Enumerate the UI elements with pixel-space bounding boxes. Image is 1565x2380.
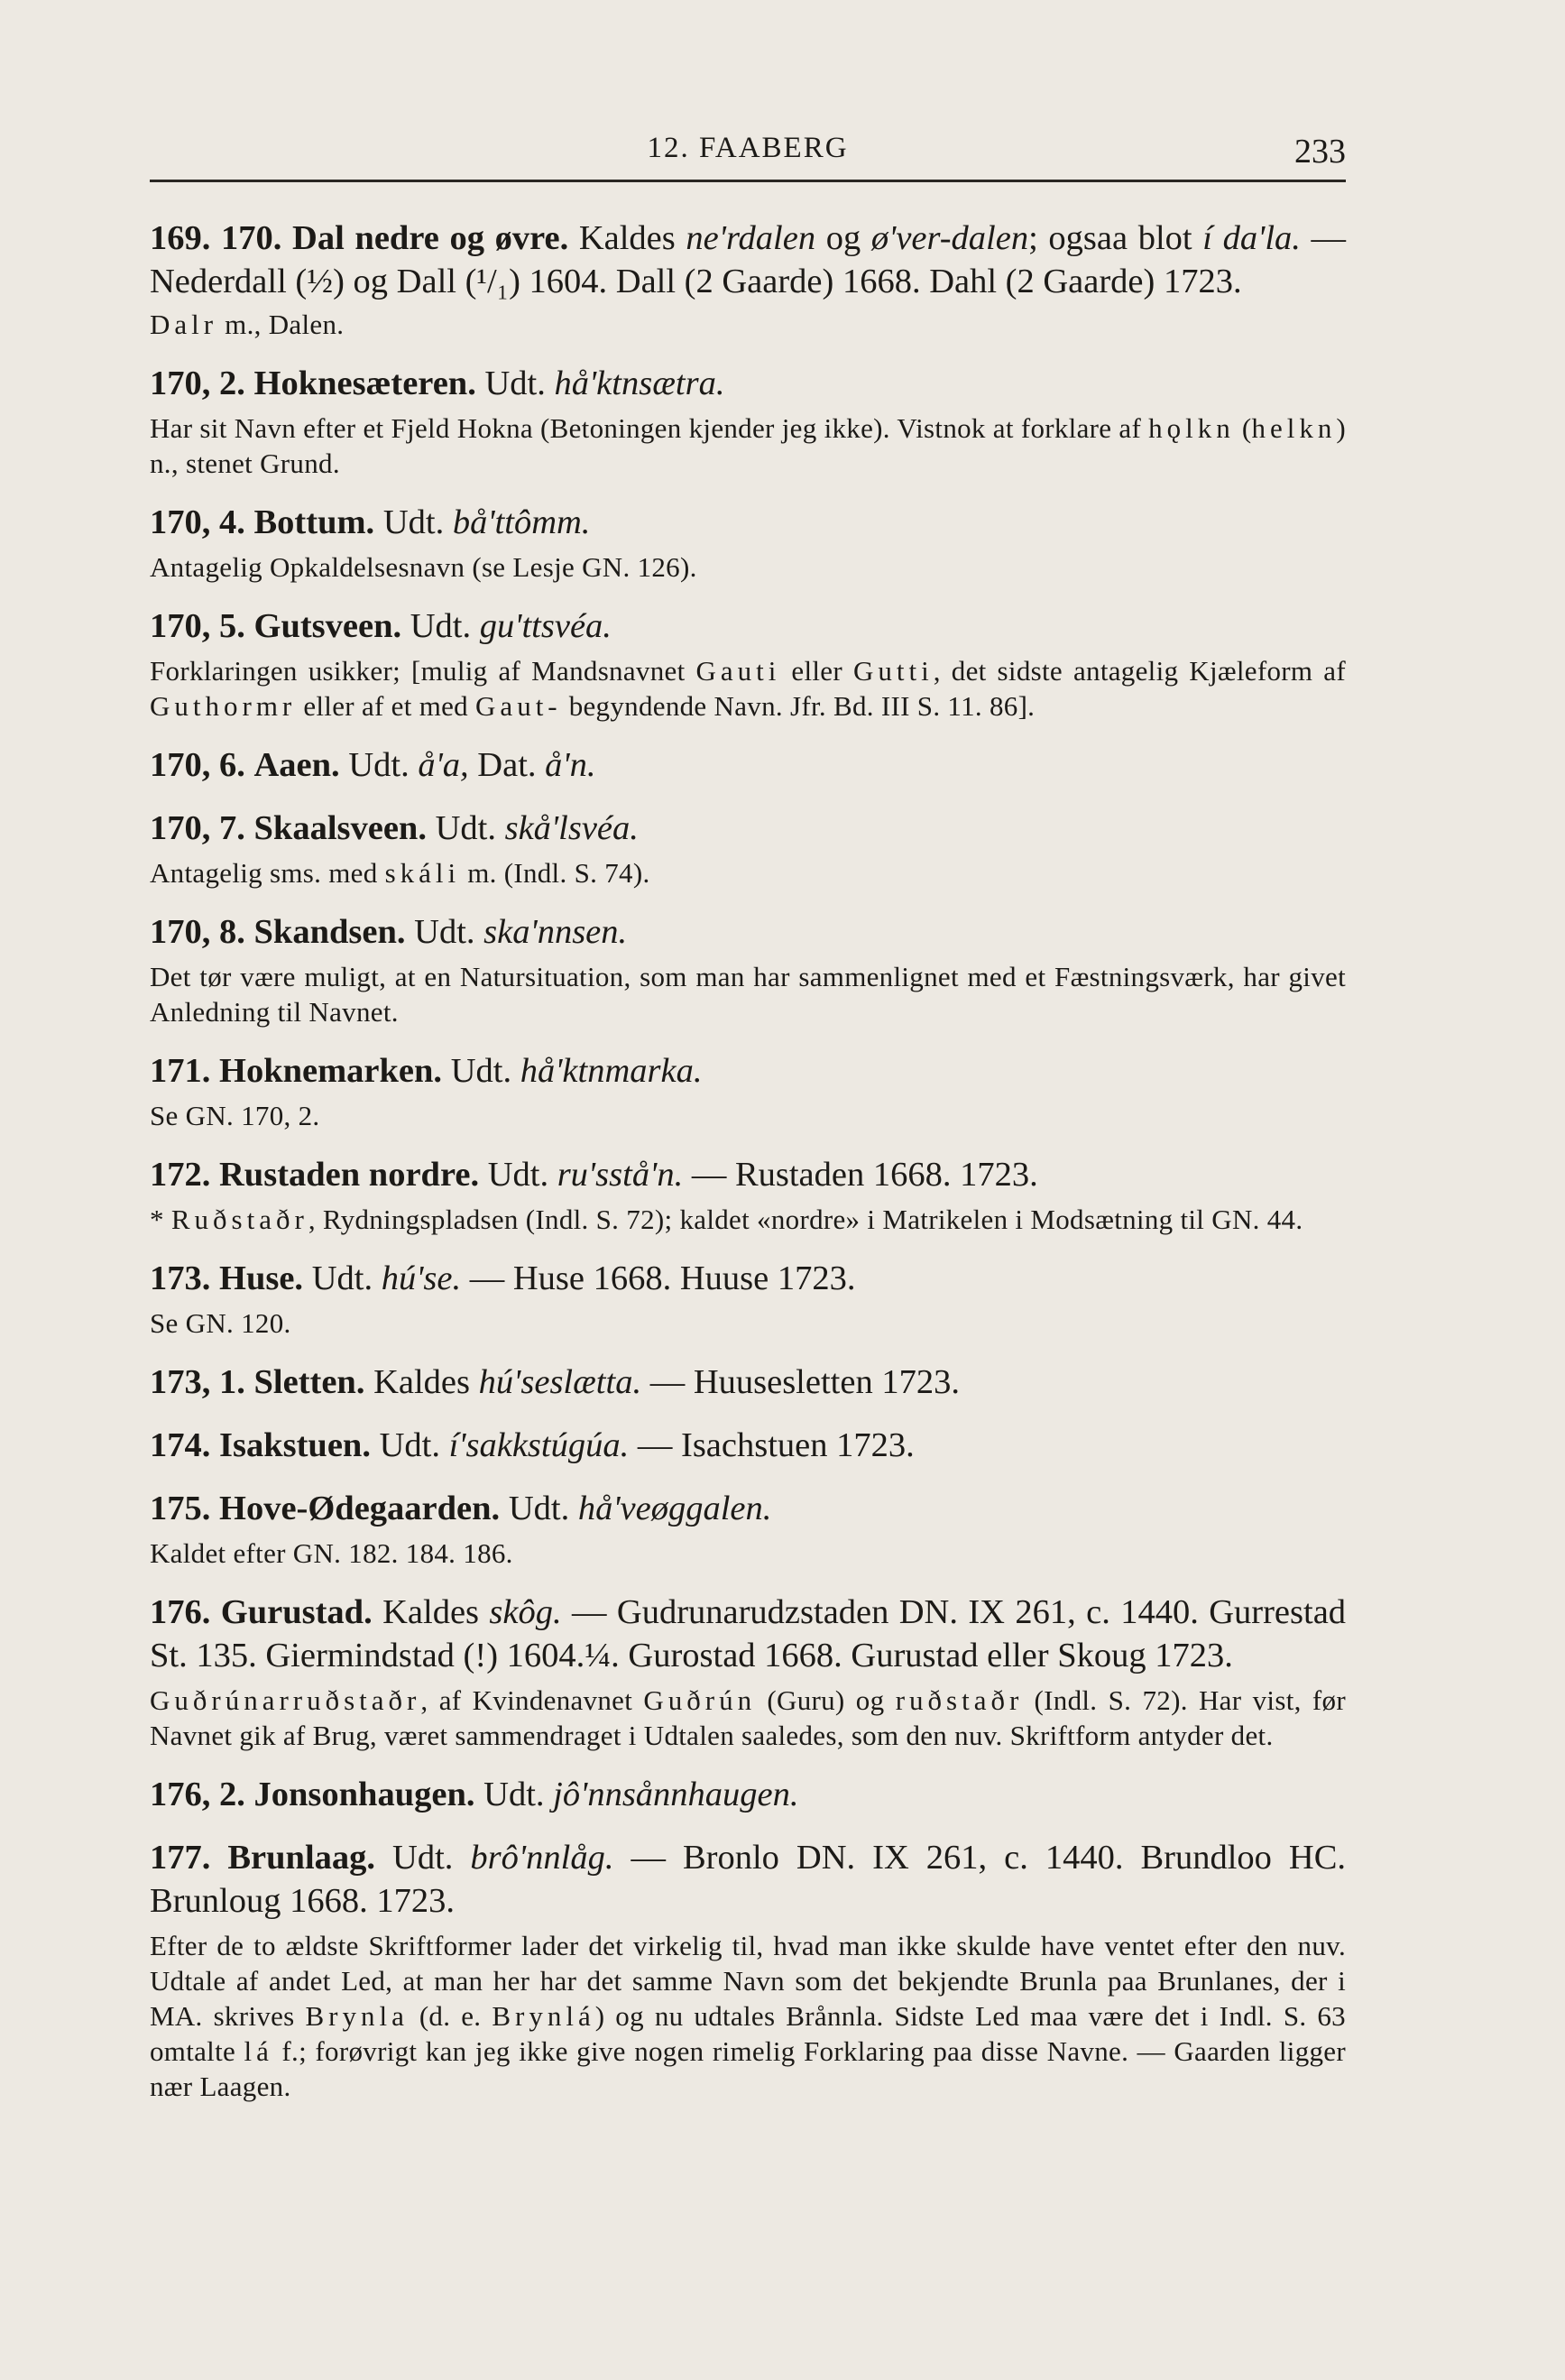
entry-heading (150, 501, 1346, 544)
entry-text: Udt. (435, 809, 496, 847)
pronunciation: å'n. (545, 746, 596, 784)
entry-text: Dat. (477, 746, 537, 784)
note-text: eller (791, 655, 842, 687)
entry-170-7 (150, 807, 1346, 890)
entry-heading (150, 1591, 1346, 1677)
pronunciation: hú'se. (381, 1259, 462, 1297)
entry-note (150, 549, 1346, 585)
entry-text: Udt. (410, 607, 472, 645)
entry-name: Huse. (219, 1259, 304, 1297)
note-text: Antagelig Opkaldelsesnavn (se Lesje GN. 126). (150, 551, 697, 583)
entry-heading (150, 604, 1346, 648)
pronunciation: ru'sstå'n. (557, 1156, 684, 1194)
entry-text: Kaldes (578, 219, 676, 257)
note-text: Det tør være muligt, at en Natursituation, som man har sammenlignet med et Fæstningsværk, har givet Anledning til Navnet. (150, 961, 1346, 1028)
entry-text: Udt. (414, 913, 475, 951)
note-text: Har sit Navn efter et Fjeld Hokna (Betoningen kjender jeg ikke). Vistnok at forklare af (150, 412, 1142, 444)
note-text: , af Kvindenavnet (420, 1684, 633, 1716)
entry-heading (150, 1049, 1346, 1093)
entry-number: 177. (150, 1839, 211, 1877)
note-text: (Guru) og (767, 1684, 885, 1716)
entry-text: — Gudrunarudzstaden DN. IX 261, c. 1440. Gurrestad St. 135. Giermindstad (!) 1604.¼. Gurostad 1668. Gurustad eller Skoug 1723. (150, 1593, 1347, 1674)
entry-note (150, 1098, 1346, 1133)
entry-number: 173. (150, 1259, 211, 1297)
entry-173-1 (150, 1361, 1346, 1404)
entry-text: Udt. (311, 1259, 373, 1297)
pronunciation: skôg. (489, 1593, 562, 1631)
entry-name: Gurustad. (220, 1593, 373, 1631)
note-text: , Rydningspladsen (Indl. S. 72); kaldet «nordre» i Matrikelen i Modsætning til GN. 44. (308, 1204, 1303, 1235)
spaced-term: ruðstaðr (895, 1684, 1024, 1716)
entry-175 (150, 1487, 1346, 1571)
entry-text: Udt. (487, 1156, 549, 1194)
entry-name: Brunlaag. (227, 1839, 376, 1877)
entry-text: og (825, 219, 861, 257)
entry-name: Hoknemarken. (219, 1052, 443, 1090)
entry-172 (150, 1153, 1346, 1237)
page-body (150, 217, 1346, 2104)
entry-heading (150, 1487, 1346, 1530)
note-text: Kaldet efter GN. 182. 184. 186. (150, 1537, 513, 1569)
spaced-term: Gaut- (475, 690, 562, 722)
entry-number: 170, 4. (150, 503, 245, 541)
entry-name: Rustaden nordre. (219, 1156, 480, 1194)
spaced-term: Guthormr (150, 690, 297, 722)
note-text: Efter de to ældste Skriftformer lader det virkelig til, hvad man ikke skulde have ventet efter den nuv. Udtale af andet Led, at man her har det samme Navn som det bekjendte Brunla paa Brunlanes, der i MA. skrives (150, 1930, 1346, 2032)
entry-note (150, 1928, 1346, 2104)
entry-note (150, 411, 1346, 481)
entry-text: Udt. (450, 1052, 512, 1090)
entry-name: Skaalsveen. (253, 809, 427, 847)
entry-heading (150, 1153, 1346, 1196)
entry-name: Gutsveen. (253, 607, 402, 645)
pronunciation: í da'la. (1202, 219, 1301, 257)
note-text: (d. e. (419, 2000, 482, 2032)
pronunciation: ne'rdalen (686, 219, 816, 257)
spaced-term: Gutti (852, 655, 934, 687)
entry-text: Udt. (382, 503, 445, 541)
pronunciation: jô'nnsånnhaugen. (553, 1776, 799, 1813)
pronunciation: å'a, (418, 746, 469, 784)
entry-heading (150, 1361, 1346, 1404)
spaced-term: Dalr (150, 309, 218, 340)
spaced-term: Guðrúnarruðstaðr (150, 1684, 421, 1716)
entry-number: 171. (150, 1052, 211, 1090)
entry-number: 170, 2. (150, 364, 245, 402)
entry-170-6 (150, 743, 1346, 787)
pronunciation: hå'ktnsætra. (554, 364, 725, 402)
entry-176 (150, 1591, 1346, 1753)
note-text: Se GN. 170, 2. (150, 1100, 320, 1131)
note-text: Se GN. 120. (150, 1307, 291, 1339)
entry-name: Dal nedre og øvre. (292, 219, 569, 257)
note-text: (Indl. S. 72). Har vist, før Navnet gik af Brug, været sammendraget i Udtalen saaledes, som den nuv. Skriftform antyder det. (150, 1684, 1346, 1751)
entry-heading (150, 743, 1346, 787)
entry-number: 173, 1. (150, 1363, 245, 1401)
entry-text: — Huse 1668. Huuse 1723. (469, 1259, 856, 1297)
spaced-term: Guðrún (643, 1684, 757, 1716)
entry-174 (150, 1424, 1346, 1467)
entry-number: 169. 170. (150, 219, 282, 257)
entry-name: Sletten. (253, 1363, 365, 1401)
entry-number: 170, 8. (150, 913, 245, 951)
entry-heading (150, 217, 1346, 303)
pronunciation: gu'ttsvéa. (479, 607, 612, 645)
entry-name: Hove-Ødegaarden. (219, 1490, 501, 1527)
entry-note (150, 1683, 1346, 1753)
entry-name: Skandsen. (253, 913, 406, 951)
entry-text: — Nederdall (½) og Dall (¹/₁) 1604. Dall (2 Gaarde) 1668. Dahl (2 Gaarde) 1723. (150, 219, 1347, 300)
note-text: ) n., stenet Grund. (150, 412, 1346, 479)
entry-note (150, 959, 1346, 1029)
entry-number: 170, 7. (150, 809, 245, 847)
entry-note (150, 1536, 1346, 1571)
entry-170-4 (150, 501, 1346, 585)
pronunciation: hå'ktnmarka. (520, 1052, 703, 1090)
entry-heading (150, 1257, 1346, 1300)
note-text: m. (Indl. S. 74). (467, 857, 650, 889)
entry-171 (150, 1049, 1346, 1133)
entry-173 (150, 1257, 1346, 1341)
pronunciation: brô'nnlåg. (470, 1839, 614, 1877)
entry-name: Bottum. (253, 503, 375, 541)
note-text: , det sidste antagelig Kjæleform af (933, 655, 1346, 687)
entry-text: Udt. (348, 746, 410, 784)
entry-heading (150, 1773, 1346, 1816)
entry-heading (150, 807, 1346, 850)
entry-text: Udt. (392, 1839, 454, 1877)
entry-number: 176, 2. (150, 1776, 245, 1813)
entry-note (150, 307, 1346, 342)
entry-176-2 (150, 1773, 1346, 1816)
pronunciation: ska'nnsen. (483, 913, 628, 951)
entry-number: 174. (150, 1426, 211, 1464)
entry-note (150, 1305, 1346, 1341)
spaced-term: Brynla (305, 2000, 409, 2032)
note-text: m., Dalen. (225, 309, 345, 340)
running-title: 12. FAABERG (647, 132, 849, 164)
entry-text: Udt. (508, 1490, 570, 1527)
spaced-term: helkn (1251, 412, 1337, 444)
entry-text: Kaldes (373, 1363, 471, 1401)
pronunciation: hú'seslætta. (478, 1363, 642, 1401)
entry-note (150, 1202, 1346, 1237)
entry-note (150, 855, 1346, 890)
note-text: begyndende Navn. Jfr. Bd. III S. 11. 86]. (568, 690, 1036, 722)
page-number: 233 (1294, 133, 1346, 171)
entry-text: ; ogsaa blot (1028, 219, 1192, 257)
spaced-term: Brynlá (492, 2000, 595, 2032)
entry-number: 170, 6. (150, 746, 245, 784)
entry-name: Isakstuen. (219, 1426, 371, 1464)
spaced-term: Ruðstaðr (170, 1204, 308, 1235)
spaced-term: Gauti (695, 655, 781, 687)
pronunciation: í'sakkstúgúa. (448, 1426, 630, 1464)
running-header (150, 125, 1346, 179)
entry-name: Hoknesæteren. (253, 364, 476, 402)
header-rule (150, 180, 1346, 182)
entry-name: Aaen. (253, 746, 340, 784)
note-text: ) og nu udtales Brånnla. Sidste Led maa være det i Indl. S. 63 omtalte (150, 2000, 1346, 2067)
entry-number: 172. (150, 1156, 211, 1194)
entry-number: 176. (150, 1593, 211, 1631)
entry-177 (150, 1836, 1346, 2104)
note-text: ( (1241, 412, 1252, 444)
note-text: Antagelig sms. med (150, 857, 378, 889)
pronunciation: ø'ver-dalen (870, 219, 1029, 257)
note-text: Forklaringen usikker; [mulig af Mandsnavnet (150, 655, 686, 687)
entry-text: — Rustaden 1668. 1723. (691, 1156, 1038, 1194)
entry-heading (150, 910, 1346, 954)
entry-heading (150, 362, 1346, 405)
note-text: eller af et med (303, 690, 468, 722)
entry-number: 175. (150, 1490, 211, 1527)
spaced-term: hǫlkn (1148, 412, 1235, 444)
entry-text: — Huusesletten 1723. (649, 1363, 960, 1401)
entry-heading (150, 1836, 1346, 1923)
entry-text: — Bronlo DN. IX 261, c. 1440. Brundloo HC. Brunloug 1668. 1723. (150, 1839, 1347, 1920)
entry-text: Udt. (379, 1426, 440, 1464)
pronunciation: bå'ttômm. (452, 503, 591, 541)
entry-170-2 (150, 362, 1346, 481)
entry-text: Udt. (483, 1776, 545, 1813)
entry-text: Udt. (484, 364, 546, 402)
note-text: * (150, 1204, 164, 1235)
entry-text: — Isachstuen 1723. (637, 1426, 915, 1464)
entry-note (150, 653, 1346, 724)
pronunciation: skå'lsvéa. (504, 809, 639, 847)
spaced-term: lá (244, 2035, 273, 2067)
entry-number: 170, 5. (150, 607, 245, 645)
entry-170-8 (150, 910, 1346, 1029)
entry-name: Jonsonhaugen. (253, 1776, 475, 1813)
note-text: f.; forøvrigt kan jeg ikke give nogen rimelig Forklaring paa disse Navne. — Gaarden ligger nær Laagen. (150, 2035, 1346, 2102)
entry-169-170 (150, 217, 1346, 342)
entry-170-5 (150, 604, 1346, 724)
pronunciation: hå'veøggalen. (577, 1490, 772, 1527)
entry-text: Kaldes (382, 1593, 480, 1631)
spaced-term: skáli (384, 857, 461, 889)
entry-heading (150, 1424, 1346, 1467)
